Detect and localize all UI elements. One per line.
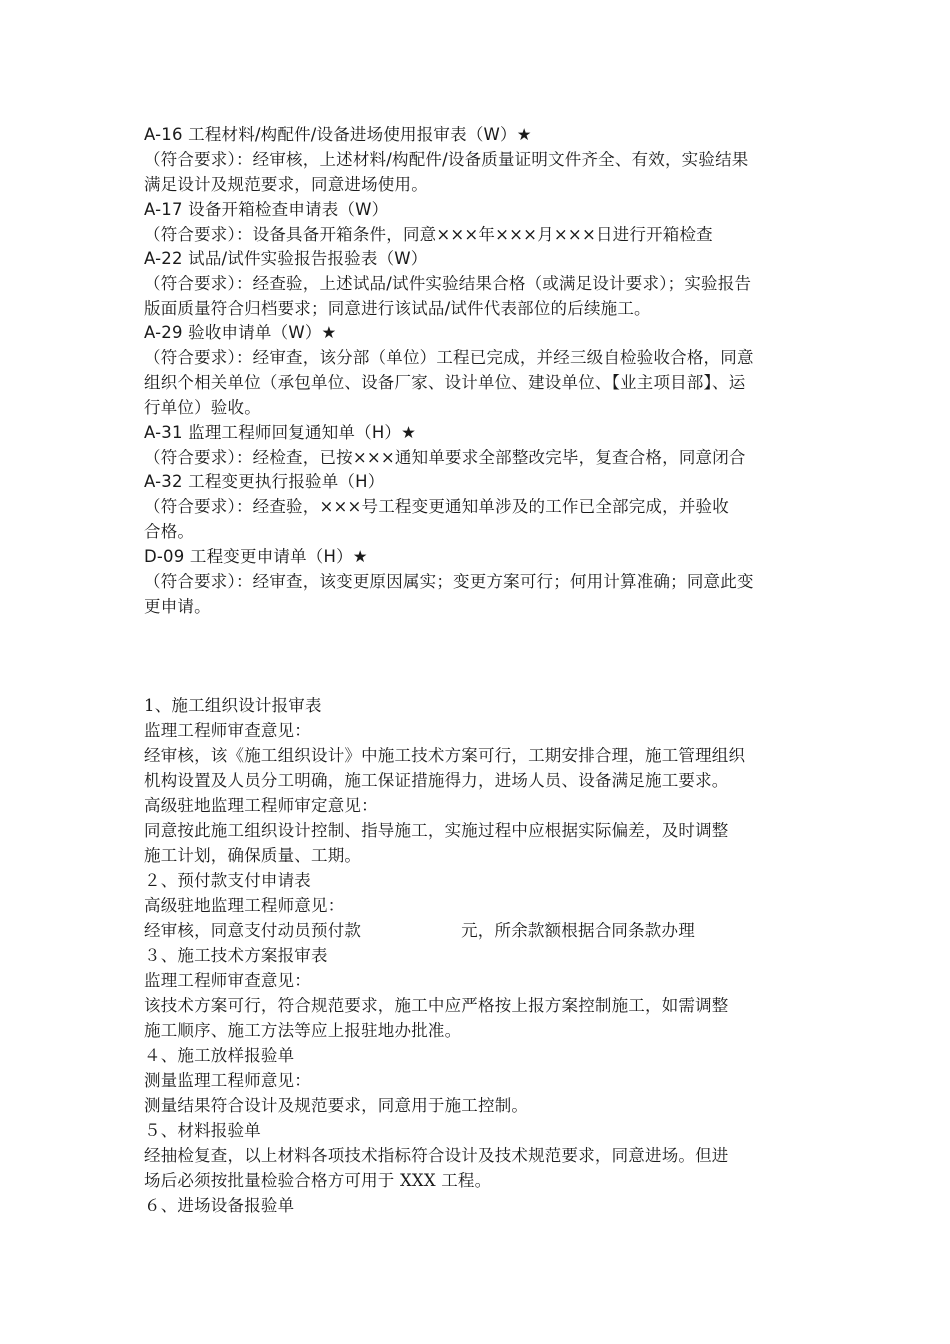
d09-opinion-line1: （符合要求）：经审查，该变更原因属实；变更方案可行；何用计算准确；同意此变 (144, 572, 754, 591)
a29-opinion-line2: 组织个相关单位（承包单位、设备厂家、设计单位、建设单位、【业主项目部】、运 (144, 373, 746, 392)
item1-text2-line1: 同意按此施工组织设计控制、指导施工，实施过程中应根据实际偏差，及时调整 (144, 821, 729, 840)
a32-opinion-line1: （符合要求）：经查验，×××号工程变更通知单涉及的工作已全部完成，并验收 (144, 497, 729, 516)
a32-opinion-line2: 合格。 (144, 522, 195, 541)
item3-text-line2: 施工顺序、施工方法等应上报驻地办批准。 (144, 1021, 462, 1040)
a32-heading: A-32 工程变更执行报验单（H） (144, 472, 385, 491)
a31-opinion-line1: （符合要求）：经检查，已按×××通知单要求全部整改完毕，复查合格，同意闭合 (144, 448, 746, 467)
item1-text1-line2: 机构设置及人员分工明确，施工保证措施得力，进场人员、设备满足施工要求。 (144, 771, 729, 790)
item1-label1: 监理工程师审查意见： (144, 721, 311, 740)
a22-opinion-line2: 版面质量符合归档要求；同意进行该试品/试件代表部位的后续施工。 (144, 299, 651, 318)
a17-opinion-line1: （符合要求）：设备具备开箱条件，同意×××年×××月×××日进行开箱检查 (144, 225, 713, 244)
item4-title: ４、施工放样报验单 (144, 1046, 295, 1065)
a22-opinion-line1: （符合要求）：经查验，上述试品/试件实验结果合格（或满足设计要求）；实验报告 (144, 274, 752, 293)
item1-text2-line2: 施工计划，确保质量、工期。 (144, 846, 362, 865)
item2-text-part1: 经审核，同意支付动员预付款 (144, 921, 362, 940)
item3-label: 监理工程师审查意见： (144, 971, 311, 990)
a16-opinion-line2: 满足设计及规范要求，同意进场使用。 (144, 175, 428, 194)
item1-title: 1、施工组织设计报审表 (144, 696, 322, 715)
item1-label2: 高级驻地监理工程师审定意见： (144, 796, 378, 815)
item1-text1-line1: 经审核，该《施工组织设计》中施工技术方案可行，工期安排合理，施工管理组织 (144, 746, 746, 765)
a17-heading: A-17 设备开箱检查申请表（W） (144, 200, 389, 219)
item5-text-line2: 场后必须按批量检验合格方可用于 XXX 工程。 (144, 1171, 492, 1190)
item2-label: 高级驻地监理工程师意见： (144, 896, 345, 915)
d09-heading: D-09 工程变更申请单（H）★ (144, 547, 368, 566)
a29-opinion-line3: 行单位）验收。 (144, 398, 261, 417)
item4-label: 测量监理工程师意见： (144, 1071, 311, 1090)
item2-text-part2: 元，所余款额根据合同条款办理 (461, 921, 695, 940)
item4-text: 测量结果符合设计及规范要求，同意用于施工控制。 (144, 1096, 529, 1115)
d09-opinion-line2: 更申请。 (144, 597, 211, 616)
item3-text-line1: 该技术方案可行，符合规范要求，施工中应严格按上报方案控制施工，如需调整 (144, 996, 729, 1015)
a16-opinion-line1: （符合要求）：经审核，上述材料/构配件/设备质量证明文件齐全、有效，实验结果 (144, 150, 749, 169)
a29-opinion-line1: （符合要求）：经审查，该分部（单位）工程已完成，并经三级自检验收合格，同意 (144, 348, 754, 367)
item2-text (144, 919, 816, 943)
item2-title: ２、预付款支付申请表 (144, 871, 311, 890)
a16-heading: A-16 工程材料/构配件/设备进场使用报审表（W）★ (144, 125, 532, 144)
item3-title: ３、施工技术方案报审表 (144, 946, 328, 965)
a29-heading: A-29 验收申请单（W）★ (144, 323, 337, 342)
a31-heading: A-31 监理工程师回复通知单（H）★ (144, 423, 417, 442)
item5-text-line1: 经抽检复查，以上材料各项技术指标符合设计及技术规范要求，同意进场。但进 (144, 1146, 729, 1165)
item5-title: ５、材料报验单 (144, 1121, 261, 1140)
a22-heading: A-22 试品/试件实验报告报验表（W） (144, 249, 428, 268)
item6-title: ６、进场设备报验单 (144, 1196, 295, 1215)
